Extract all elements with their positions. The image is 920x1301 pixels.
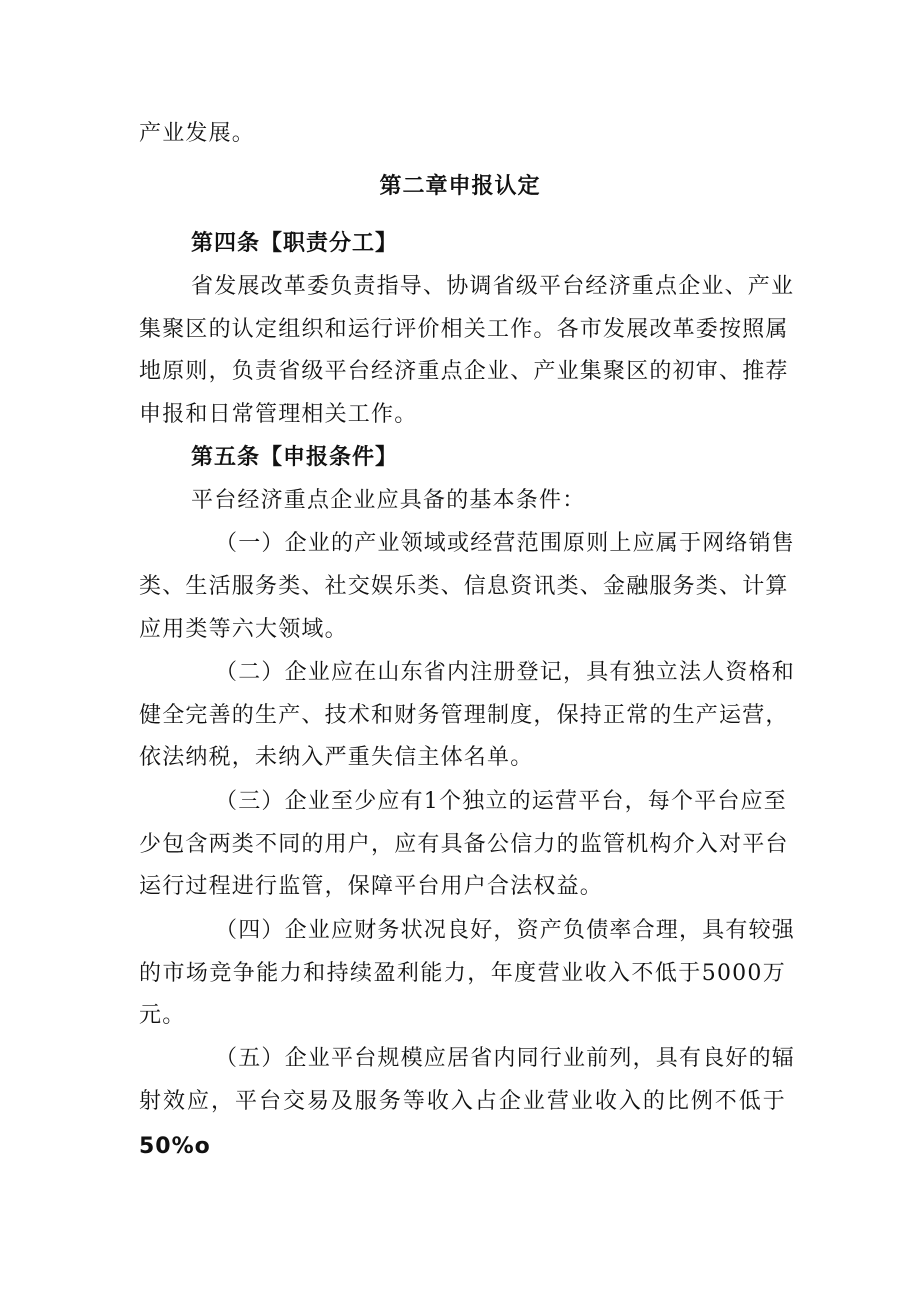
condition-1-line: （一）企业的产业领域或经营范围原则上应属于网络销售 [215, 531, 796, 556]
condition-2-line: 健全完善的生产、技术和财务管理制度，保持正常的生产运营， [139, 703, 789, 728]
condition-4-line: 的市场竞争能力和持续盈利能力，年度营业收入不低于5000万 [139, 961, 786, 986]
condition-3-line: 少包含两类不同的用户，应有具备公信力的监管机构介入对平台 [139, 832, 789, 857]
chapter-heading: 第二章申报认定 [379, 174, 541, 199]
condition-4-line: （四）企业应财务状况良好，资产负债率合理，具有较强 [215, 918, 796, 943]
article-4-text-line: 地原则，负责省级平台经济重点企业、产业集聚区的初审、推荐 [139, 359, 789, 384]
condition-5-line: （五）企业平台规模应居省内同行业前列，具有良好的辐 [215, 1046, 796, 1071]
condition-3-line: （三）企业至少应有1个独立的运营平台，每个平台应至 [215, 789, 787, 814]
article-4-heading: 第四条【职责分工】 [191, 231, 399, 256]
condition-1-line: 应用类等六大领域。 [139, 617, 348, 642]
condition-2-line: 依法纳税，未纳入严重失信主体名单。 [139, 745, 534, 770]
article-4-text-line: 省发展改革委负责指导、协调省级平台经济重点企业、产业 [191, 274, 795, 299]
paragraph-tail: 产业发展。 [139, 121, 256, 146]
condition-5-line: 射效应，平台交易及服务等收入占企业营业收入的比例不低于 [139, 1089, 786, 1114]
condition-1-line: 类、生活服务类、社交娱乐类、信息资讯类、金融服务类、计算 [139, 574, 789, 599]
condition-2-line: （二）企业应在山东省内注册登记，具有独立法人资格和 [215, 660, 796, 685]
article-5-heading: 第五条【申报条件】 [191, 445, 399, 470]
article-4-text-line: 集聚区的认定组织和运行评价相关工作。各市发展改革委按照属 [139, 317, 789, 342]
conditions-intro: 平台经济重点企业应具备的基本条件： [191, 488, 586, 513]
condition-5-line: 50%o [139, 1134, 211, 1159]
condition-3-line: 运行过程进行监管，保障平台用户合法权益。 [139, 874, 604, 899]
article-4-text-line: 申报和日常管理相关工作。 [139, 402, 418, 427]
condition-4-line: 元。 [139, 1003, 186, 1028]
